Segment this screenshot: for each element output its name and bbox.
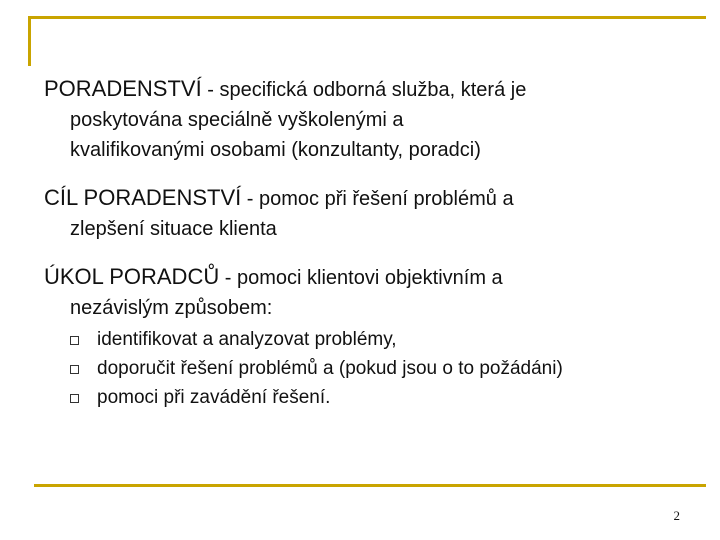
slide-content: [44, 74, 684, 412]
list-item-text: identifikovat a analyzovat problémy,: [97, 329, 397, 350]
term-cil-poradenstvi: CÍL PORADENSTVÍ: [44, 185, 242, 210]
task-bullet-list: [44, 325, 684, 412]
list-item-text: doporučit řešení problémů a (pokud jsou o to požádáni): [97, 358, 563, 379]
definition-continuation: zlepšení situace klienta: [70, 218, 277, 240]
list-item-text: pomoci při zavádění řešení.: [97, 387, 331, 408]
paragraph-ukol-poradcu: [44, 262, 684, 323]
definition-text: pomoc při řešení problémů a: [259, 188, 514, 210]
definition-continuation: nezávislým způsobem:: [70, 297, 273, 319]
list-item: [70, 354, 684, 383]
page-number: 2: [673, 508, 680, 523]
square-bullet-icon: [70, 394, 79, 403]
top-rule: [28, 16, 706, 19]
square-bullet-icon: [70, 336, 79, 345]
list-item: [70, 383, 684, 412]
term-poradenstvi: PORADENSTVÍ: [44, 76, 202, 101]
definition-text: specifická odborná služba, která je: [219, 79, 527, 101]
term-separator: -: [201, 79, 220, 101]
paragraph-poradenstvi: [44, 74, 684, 165]
definition-text: pomoci klientovi objektivním a: [237, 267, 503, 289]
list-item: [70, 325, 684, 354]
square-bullet-icon: [70, 365, 79, 374]
paragraph-cil-poradenstvi: [44, 183, 684, 244]
term-separator: -: [241, 188, 260, 210]
bottom-rule: [34, 484, 706, 487]
definition-continuation: poskytována speciálně vyškolenými a: [70, 109, 404, 131]
term-separator: -: [219, 267, 237, 289]
definition-continuation: kvalifikovanými osobami (konzultanty, poradci): [70, 139, 481, 161]
term-ukol-poradcu: ÚKOL PORADCŮ: [44, 264, 220, 289]
left-rule: [28, 16, 31, 66]
